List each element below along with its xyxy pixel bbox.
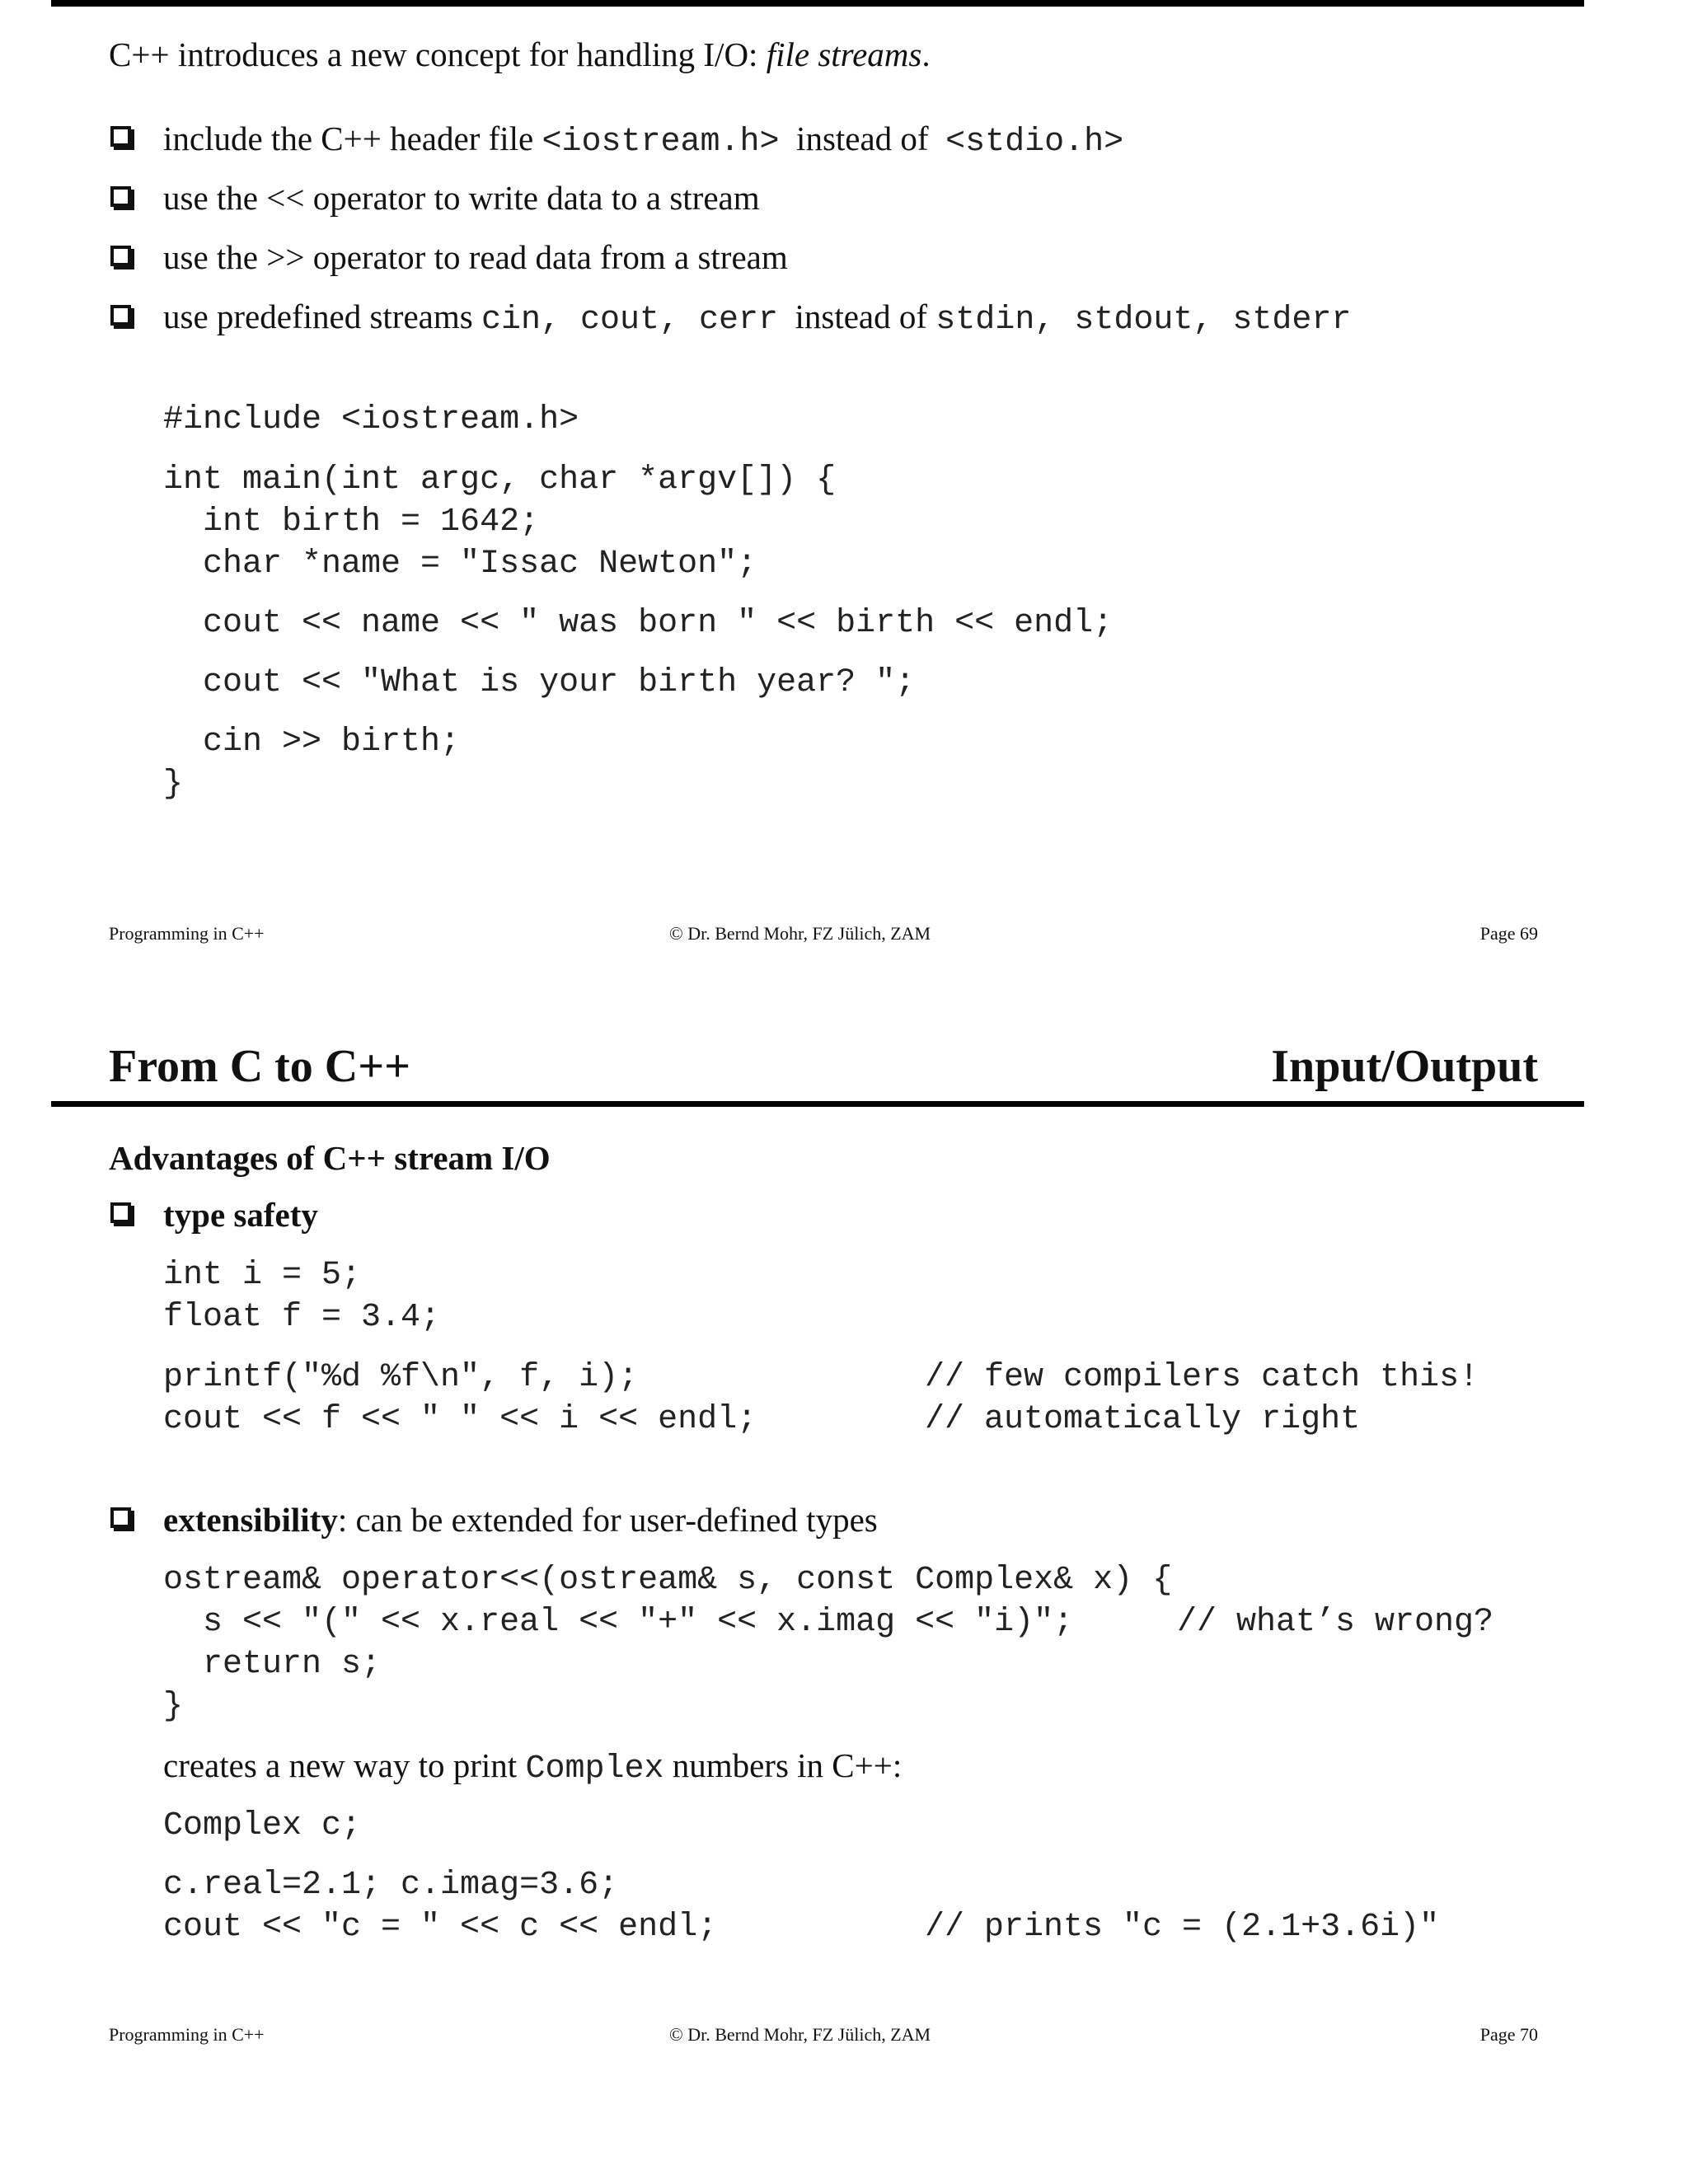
bullet-type-safety: type safety [163, 1196, 318, 1234]
code-line: Complex c; [163, 1807, 362, 1844]
intro-emphasis: file streams [766, 35, 922, 73]
code-line: int birth = 1642; [163, 504, 540, 541]
bullet-label: extensibility [163, 1501, 338, 1539]
bullet-code: <iostream.h> [542, 124, 780, 161]
code-line: float f = 3.4; [163, 1299, 441, 1336]
creates-suffix: numbers in C++: [663, 1746, 903, 1784]
code-line: c.real=2.1; c.imag=3.6; [163, 1867, 619, 1904]
page-number: Page 69 [1479, 923, 1538, 944]
code-line: cin >> birth; [163, 724, 461, 761]
code-line: int main(int argc, char *argv[]) { [163, 462, 837, 499]
code-line: #include <iostream.h> [163, 401, 579, 438]
bullet-text: use predefined streams [163, 298, 481, 335]
code-line: int i = 5; [163, 1257, 362, 1294]
code-line: } [163, 766, 184, 803]
page-title: From C to C++ [109, 1041, 411, 1092]
code-line: cout << "c = " << c << endl; [163, 1909, 718, 1946]
code-line: ostream& operator<<(ostream& s, const Complex& x) { [163, 1562, 1173, 1599]
bullet-code: <stdio.h> [945, 124, 1124, 161]
code-line: cout << name << " was born " << birth << endl; [163, 605, 1114, 642]
page-number: Page 70 [1479, 2024, 1538, 2045]
bullet-text: instead of [778, 298, 936, 335]
code-line: printf("%d %f\n", f, i); [163, 1359, 639, 1396]
bullet-extensibility [163, 1503, 878, 1537]
checkbox-bullet-icon [110, 186, 131, 207]
footer-center: © Dr. Bernd Mohr, FZ Jülich, ZAM [669, 2024, 931, 2045]
header-rule [51, 1101, 1584, 1107]
bullet-read: use the >> operator to read data from a stream [163, 238, 788, 276]
code-comment: // automatically right [925, 1401, 1361, 1438]
bullet-write: use the << operator to write data to a stream [163, 179, 760, 217]
code-line: cout << "What is your birth year? "; [163, 664, 916, 701]
bullet-code: stdin, stdout, stderr [935, 302, 1352, 339]
checkbox-bullet-icon [110, 126, 131, 147]
bullet-code: cin, cout, cerr [481, 302, 778, 339]
bullet-streams [163, 300, 1351, 337]
code-line: } [163, 1688, 184, 1725]
checkbox-bullet-icon [110, 246, 131, 266]
top-rule [51, 0, 1584, 7]
creates-text [163, 1746, 903, 1788]
creates-code: Complex [525, 1750, 664, 1788]
intro-prefix: C++ introduces a new concept for handling I/O: [109, 35, 767, 73]
footer-left: Programming in C++ [109, 923, 265, 944]
code-line: return s; [163, 1646, 382, 1683]
code-comment: // few compilers catch this! [925, 1359, 1479, 1396]
footer-center: © Dr. Bernd Mohr, FZ Jülich, ZAM [669, 923, 931, 944]
footer-left: Programming in C++ [109, 2024, 265, 2045]
intro-suffix: . [921, 35, 931, 73]
checkbox-bullet-icon [110, 305, 131, 326]
bullet-include [163, 122, 1123, 159]
code-line: s << "(" << x.real << "+" << x.imag << "i)"; [163, 1604, 1074, 1641]
bullet-text: instead of [779, 120, 946, 157]
code-comment: // prints "c = (2.1+3.6i)" [925, 1909, 1440, 1946]
intro-text [109, 35, 931, 73]
code-line: char *name = "Issac Newton"; [163, 546, 757, 583]
checkbox-bullet-icon [110, 1202, 131, 1223]
code-line: cout << f << " " << i << endl; [163, 1401, 757, 1438]
bullet-text: include the C++ header file [163, 120, 542, 157]
creates-prefix: creates a new way to print [163, 1746, 526, 1784]
section-header: Input/Output [1271, 1041, 1538, 1092]
bullet-text: : can be extended for user-defined types [337, 1501, 878, 1539]
section-title: Advantages of C++ stream I/O [109, 1139, 551, 1177]
code-comment: // what’s wrong? [1177, 1604, 1494, 1641]
checkbox-bullet-icon [110, 1507, 131, 1528]
